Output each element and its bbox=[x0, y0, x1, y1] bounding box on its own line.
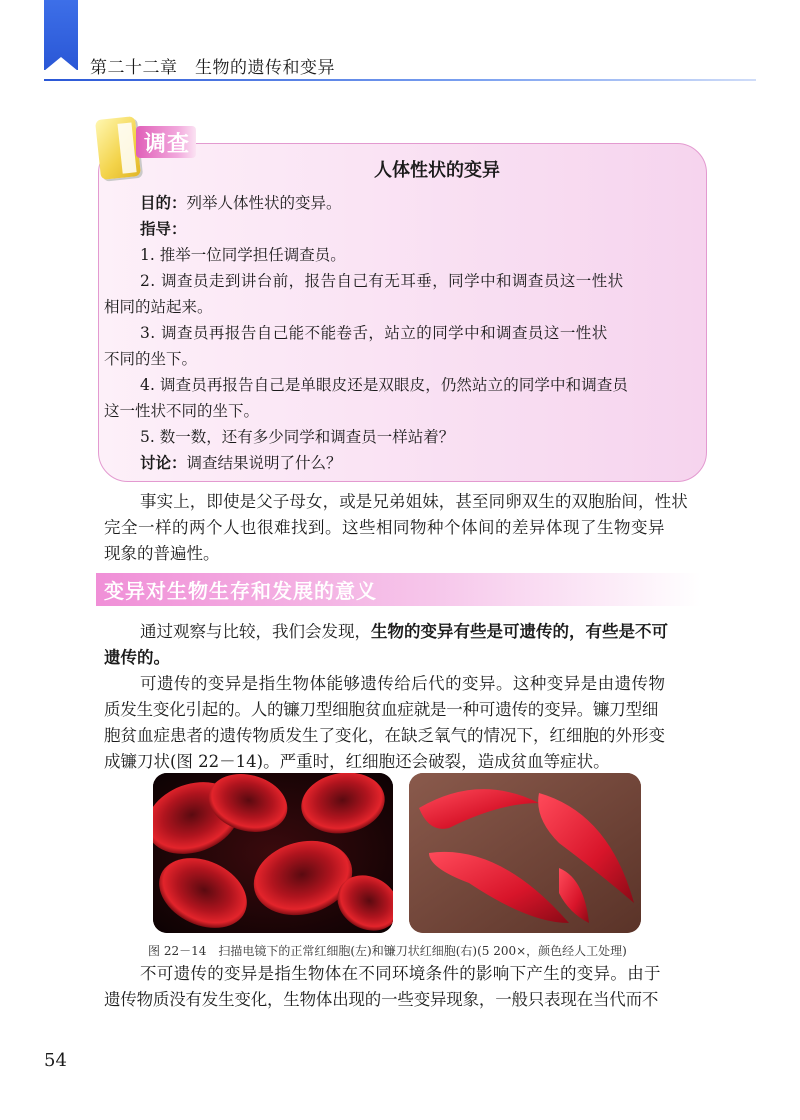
chapter-tab-marker bbox=[44, 0, 78, 70]
key-statement: 遗传的。 bbox=[104, 648, 170, 667]
discussion-text: 调查结果说明了什么？ bbox=[186, 454, 342, 472]
sickle-cells-photo bbox=[409, 773, 641, 933]
figure-caption: 图 22－14 扫描电镜下的正常红细胞(左)和镰刀状红细胞(右)(5 200×，颜色经人工处理) bbox=[148, 944, 627, 958]
survey-discussion bbox=[140, 452, 342, 474]
body-line: 胞贫血症患者的遗传物质发生了变化，在缺乏氧气的情况下，红细胞的外形变 bbox=[104, 726, 665, 745]
survey-step: 4. 调查员再报告自己是单眼皮还是双眼皮，仍然站立的同学中和调查员 bbox=[140, 376, 629, 394]
survey-step: 相同的站起来。 bbox=[104, 298, 213, 316]
body-line: 完全一样的两个人也很难找到。这些相同物种个体间的差异体现了生物变异 bbox=[104, 518, 665, 537]
body-line bbox=[140, 620, 668, 644]
survey-step: 不同的坐下。 bbox=[104, 350, 198, 368]
guide-label: 指导： bbox=[140, 219, 187, 238]
discussion-label: 讨论： bbox=[140, 453, 187, 472]
header-rule bbox=[44, 79, 756, 81]
survey-step: 1. 推举一位同学担任调查员。 bbox=[140, 246, 346, 264]
normal-red-blood-cells-photo bbox=[153, 773, 393, 933]
sickle-cells-illustration bbox=[409, 773, 641, 933]
survey-step: 这一性状不同的坐下。 bbox=[104, 402, 260, 420]
survey-step: 3. 调查员再报告自己能不能卷舌，站立的同学中和调查员这一性状 bbox=[140, 324, 608, 342]
body-line: 不可遗传的变异是指生物体在不同环境条件的影响下产生的变异。由于 bbox=[140, 964, 661, 983]
page-number: 54 bbox=[44, 1050, 67, 1071]
chapter-title: 第二十二章 生物的遗传和变异 bbox=[90, 58, 335, 78]
body-line: 质发生变化引起的。人的镰刀型细胞贫血症就是一种可遗传的变异。镰刀型细 bbox=[104, 700, 659, 719]
body-text: 通过观察与比较，我们会发现， bbox=[140, 622, 371, 641]
survey-purpose bbox=[140, 192, 342, 214]
body-line: 可遗传的变异是指生物体能够遗传给后代的变异。这种变异是由遗传物 bbox=[140, 674, 666, 693]
normal-cells-illustration bbox=[153, 773, 393, 933]
body-line: 现象的普遍性。 bbox=[104, 544, 220, 563]
section-heading: 变异对生物生存和发展的意义 bbox=[104, 579, 377, 603]
survey-book-icon bbox=[95, 116, 141, 180]
key-statement: 生物的变异有些是可遗传的，有些是不可 bbox=[371, 622, 668, 641]
purpose-text: 列举人体性状的变异。 bbox=[186, 194, 342, 212]
body-line: 事实上，即使是父子母女，或是兄弟姐妹，甚至同卵双生的双胞胎间，性状 bbox=[140, 492, 688, 511]
survey-tag: 调查 bbox=[144, 132, 191, 157]
survey-step: 5. 数一数，还有多少同学和调查员一样站着？ bbox=[140, 428, 455, 446]
body-line: 成镰刀状(图 22－14)。严重时，红细胞还会破裂，造成贫血等症状。 bbox=[104, 752, 610, 771]
body-line: 遗传物质没有发生变化，生物体出现的一些变异现象，一般只表现在当代而不 bbox=[104, 990, 659, 1009]
survey-step: 2. 调查员走到讲台前，报告自己有无耳垂，同学中和调查员这一性状 bbox=[140, 272, 624, 290]
purpose-label: 目的： bbox=[140, 193, 187, 212]
survey-title: 人体性状的变异 bbox=[374, 160, 500, 181]
